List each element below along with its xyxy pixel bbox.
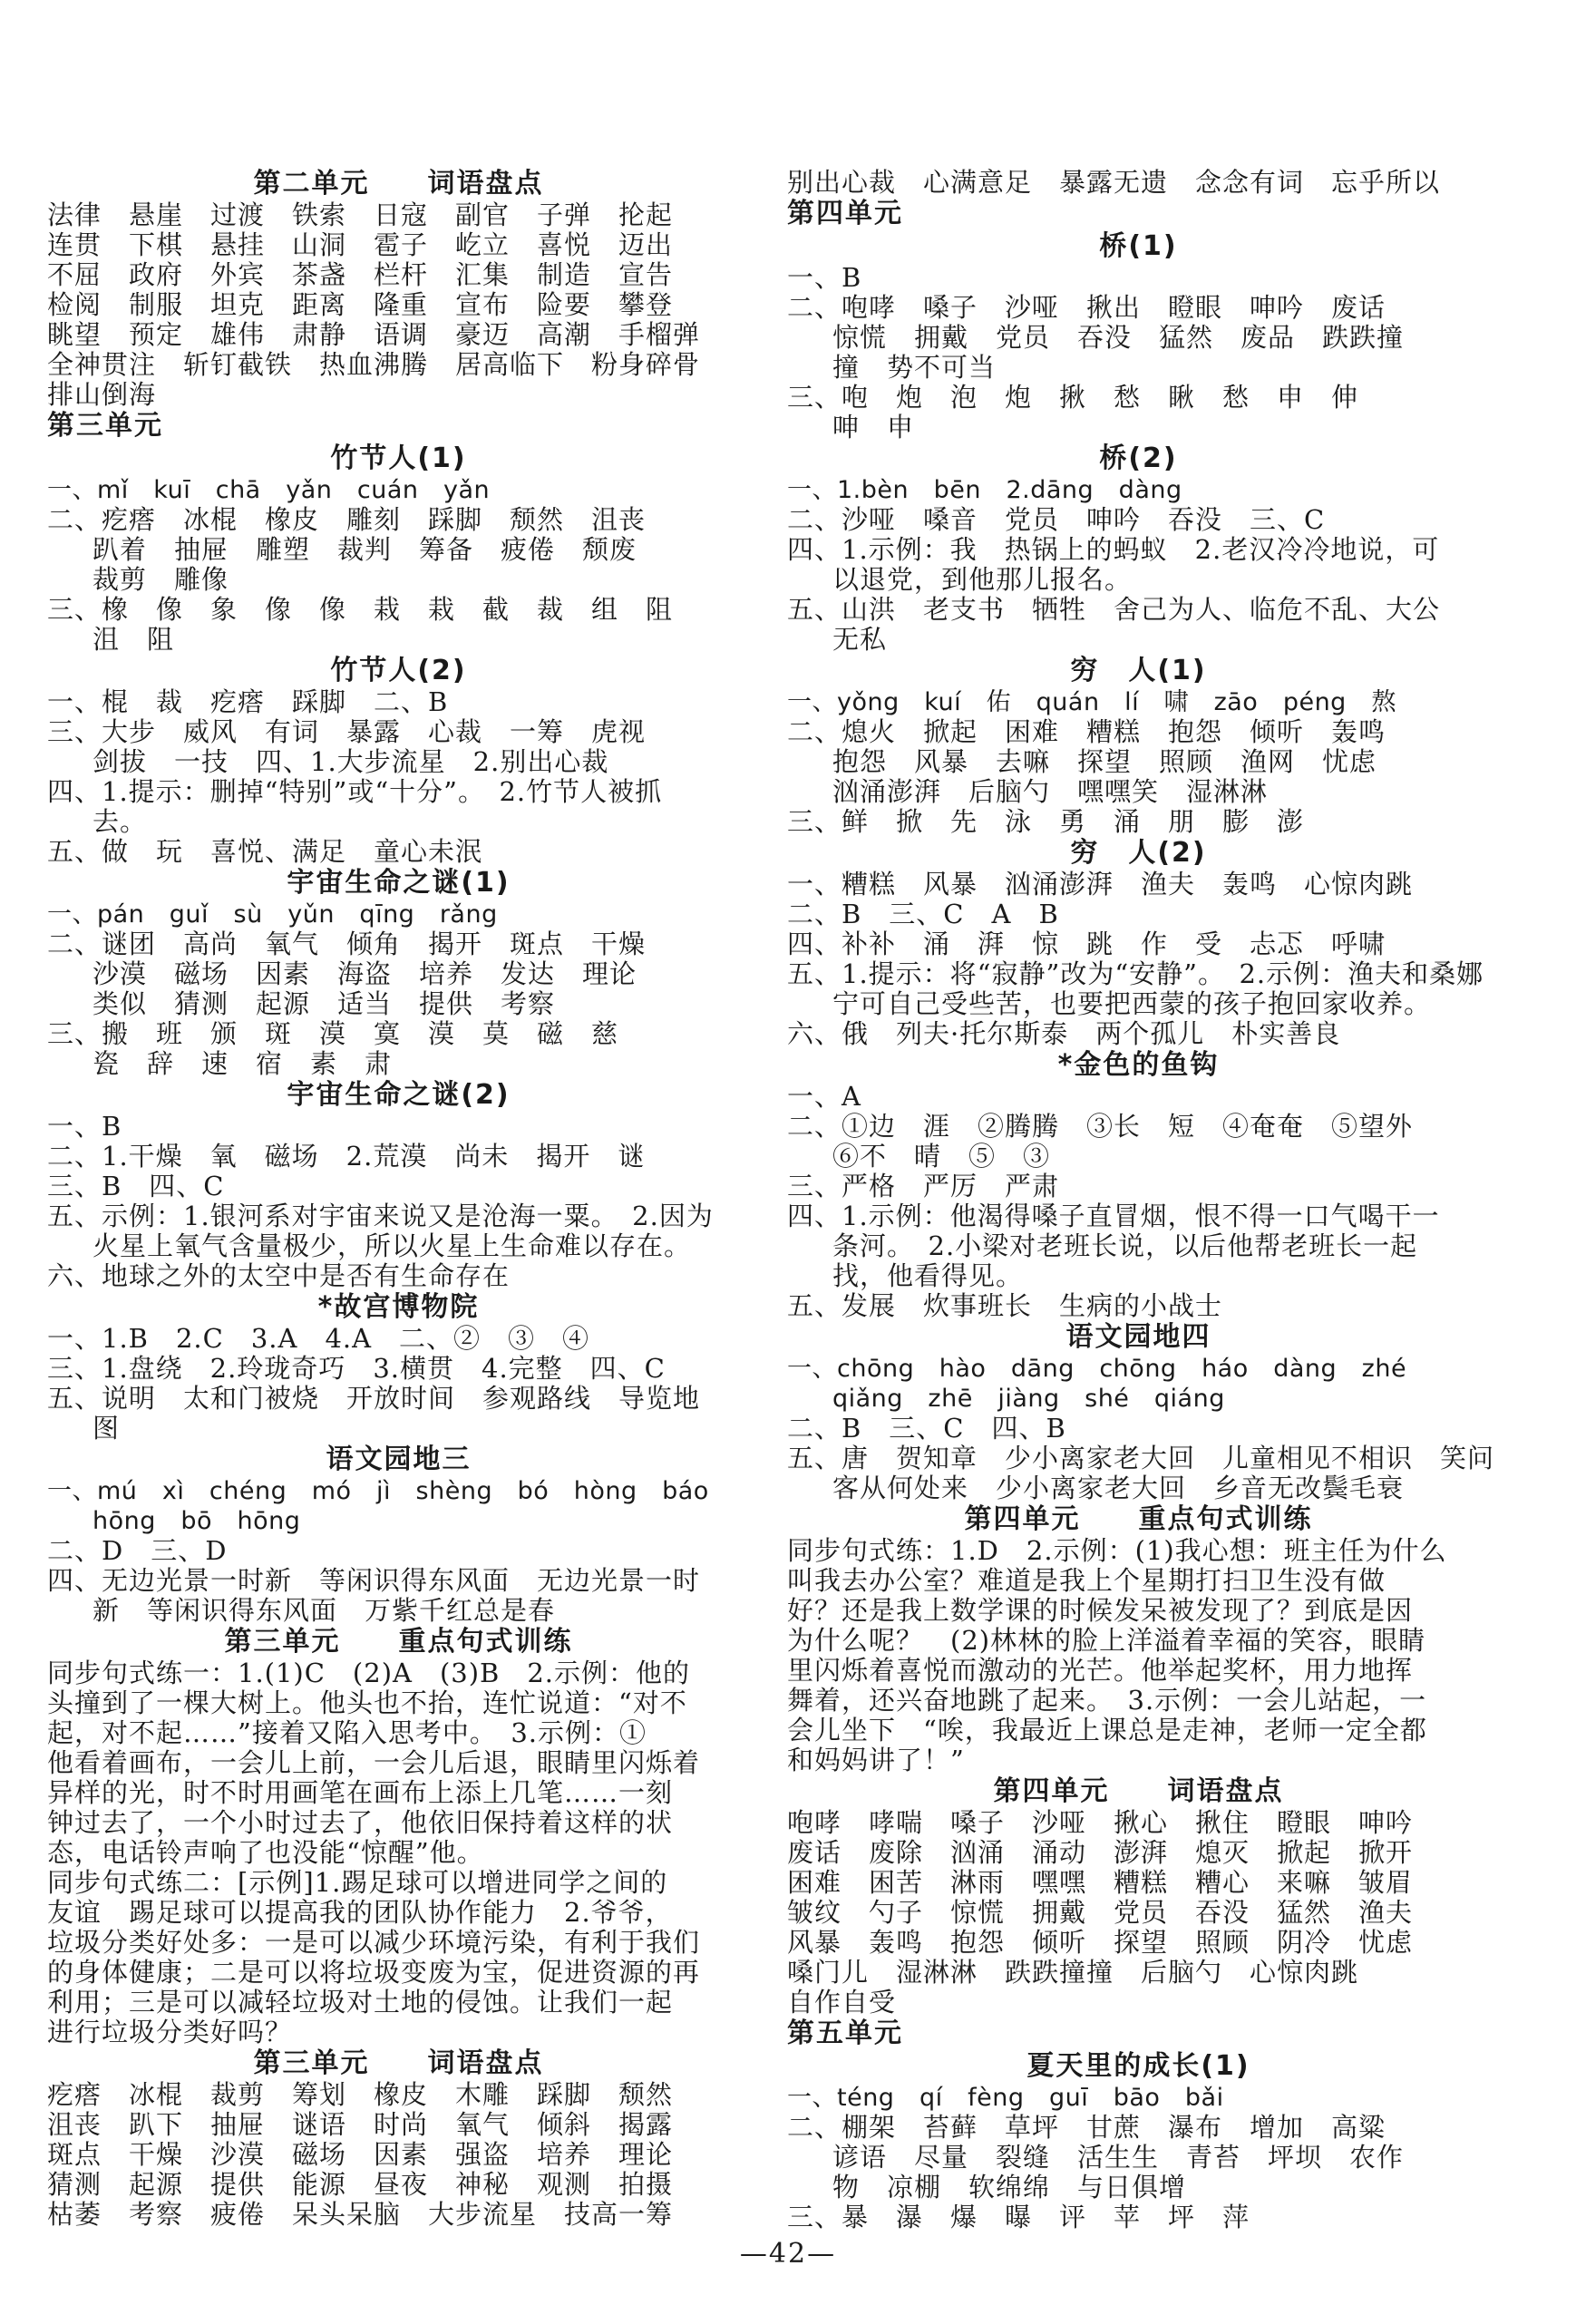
text-line-continuation: 找，他看得见。	[832, 1260, 1024, 1291]
text-line: 排山倒海	[47, 379, 157, 410]
text-line: 为什么呢？ (2)林林的脸上洋溢着幸福的笑容，眼睛	[787, 1625, 1426, 1656]
text-line: 二、B 三、C 四、B	[787, 1413, 1066, 1444]
text-line: 好？还是我上数学课的时候发呆被发现了？到底是因	[787, 1595, 1414, 1626]
text-line: 会儿坐下 “唉，我最近上课总是走神，老师一定全都	[787, 1715, 1427, 1745]
text-line: 和妈妈讲了！”	[787, 1745, 965, 1775]
text-line: 废话 废除 汹涌 涌动 澎湃 熄灭 掀起 掀开	[787, 1837, 1414, 1868]
text-line: 同步句式练：1.D 2.示例：(1)我心想：班主任为什么	[787, 1535, 1447, 1566]
text-line: 的身体健康；二是可以将垃圾变废为宝，促进资源的再	[47, 1957, 701, 1988]
text-line: 三、严格 严厉 严肃	[787, 1171, 1060, 1201]
text-line: 一、1.B 2.C 3.A 4.A 二、② ③ ④	[47, 1323, 590, 1354]
text-line-continuation: 剑拔 一技 四、1.大步流星 2.别出心裁	[92, 746, 609, 777]
text-line-continuation: 物 凉棚 软绵绵 与日俱增	[832, 2172, 1187, 2202]
text-line: 三、橡 像 象 像 像 栽 栽 截 裁 组 阻	[47, 594, 674, 625]
pinyin-line: 一、chōng hào dāng chōng háo dàng zhé	[787, 1355, 1407, 1383]
text-line: 五、说明 太和门被烧 开放时间 参观路线 导览地	[47, 1383, 701, 1414]
text-line: 四、无边光景一时新 等闲识得东风面 无边光景一时	[47, 1565, 701, 1596]
section-heading: 穷 人(1)	[1070, 655, 1207, 686]
section-heading: 第三单元 词语盘点	[253, 2047, 544, 2079]
text-line: 自作自受	[787, 1987, 897, 2018]
pinyin-line: 一、yǒng kuí 佑 quán lí 啸 zāo péng 熬	[787, 688, 1396, 716]
text-line: 头撞到了一棵大树上。他头也不抬，连忙说道：“对不	[47, 1687, 687, 1718]
text-line-continuation: 呻 申	[832, 412, 915, 442]
text-line: 四、补补 涌 湃 惊 跳 作 受 忐忑 呼啸	[787, 929, 1386, 959]
text-line: 二、棚架 苔藓 草坪 甘蔗 瀑布 增加 高粱	[787, 2112, 1386, 2143]
text-line: 五、发展 炊事班长 生病的小战士	[787, 1290, 1223, 1321]
section-heading: 第四单元 词语盘点	[993, 1775, 1284, 1807]
text-line: 五、唐 贺知章 少小离家老大回 儿童相见不相识 笑问	[787, 1443, 1495, 1473]
text-line: 同步句式练二：[示例]1.踢足球可以增进同学之间的	[47, 1867, 668, 1898]
section-heading: 竹节人(2)	[330, 655, 467, 686]
text-line: 三、咆 炮 泡 炮 揪 愁 瞅 愁 申 伸	[787, 382, 1359, 413]
page-number: —42—	[739, 2238, 837, 2270]
pinyin-line: 一、mǐ kuī chā yǎn cuán yǎn	[47, 476, 491, 504]
unit-heading: 第五单元	[787, 2018, 903, 2049]
text-line: 别出心裁 心满意足 暴露无遗 念念有词 忘乎所以	[787, 167, 1441, 198]
text-line: 三、鲜 掀 先 泳 勇 涌 朋 膨 澎	[787, 806, 1305, 837]
text-line-continuation: 抱怨 风暴 去嘛 探望 照顾 渔网 忧虑	[832, 746, 1377, 777]
text-line-continuation: 以退党，到他那儿报名。	[832, 564, 1133, 595]
text-line-continuation: 类似 猜测 起源 适当 提供 考察	[92, 988, 556, 1019]
text-line-continuation: 谚语 尽量 裂缝 活生生 青苔 坪坝 农作	[832, 2142, 1405, 2173]
text-line: 五、1.提示：将“寂静”改为“安静”。 2.示例：渔夫和桑娜	[787, 958, 1484, 989]
text-line: 二、1.干燥 氧 磁场 2.荒漠 尚未 揭开 谜	[47, 1141, 646, 1172]
text-line-continuation: 撞 势不可当	[832, 352, 997, 383]
text-line: 异样的光，时不时用画笔在画布上添上几笔……一刻	[47, 1777, 674, 1808]
section-heading: 穷 人(2)	[1070, 837, 1207, 869]
text-line: 风暴 轰鸣 抱怨 倾听 探望 照顾 阴冷 忧虑	[787, 1927, 1414, 1958]
text-line: 二、沙哑 嗓音 党员 呻吟 吞没 三、C	[787, 504, 1326, 535]
text-line: 二、B 三、C A B	[787, 899, 1059, 929]
right-column	[787, 167, 1495, 2232]
pinyin-line-continuation: qiǎng zhē jiàng shé qiáng	[832, 1385, 1225, 1413]
section-heading: 宇宙生命之谜(1)	[287, 867, 511, 899]
section-heading: 竹节人(1)	[330, 442, 467, 474]
text-line: 枯萎 考察 疲倦 呆头呆脑 大步流星 技高一筹	[47, 2199, 674, 2230]
text-line: 一、糟糕 风暴 汹涌澎湃 渔夫 轰鸣 心惊肉跳	[787, 869, 1414, 899]
text-line: 全神贯注 斩钉截铁 热血沸腾 居高临下 粉身碎骨	[47, 349, 701, 380]
text-line-continuation: 惊慌 拥戴 党员 吞没 猛然 废品 跌跌撞	[832, 322, 1405, 353]
text-line: 他看着画布，一会儿上前，一会儿后退，眼睛里闪烁着	[47, 1747, 701, 1778]
text-line-continuation: 宁可自己受些苦，也要把西蒙的孩子抱回家收养。	[832, 988, 1432, 1019]
text-line: 三、大步 威风 有词 暴露 心裁 一筹 虎视	[47, 716, 647, 747]
section-heading: 夏天里的成长(1)	[1026, 2050, 1250, 2082]
section-heading: 桥(2)	[1099, 442, 1178, 474]
text-line-continuation: 无私	[832, 624, 888, 655]
text-line: 咆哮 哮喘 嗓子 沙哑 揪心 揪住 瞪眼 呻吟	[787, 1807, 1414, 1838]
text-line: 里闪烁着喜悦而激动的光芒。他举起奖杯，用力地挥	[787, 1655, 1414, 1686]
pinyin-line-continuation: hōng bō hōng	[92, 1507, 301, 1535]
text-line: 四、1.提示：删掉“特别”或“十分”。 2.竹节人被抓	[47, 776, 663, 807]
section-heading: *金色的鱼钩	[1057, 1049, 1220, 1081]
text-line: 三、搬 班 颁 斑 漠 寞 漠 莫 磁 慈	[47, 1018, 619, 1049]
text-line-continuation: 图	[92, 1413, 121, 1444]
pinyin-line: 一、pán guǐ sù yǔn qīng rǎng	[47, 900, 498, 929]
text-line: 六、地球之外的太空中是否有生命存在	[47, 1260, 511, 1291]
text-line: 四、1.示例：他渴得嗓子直冒烟，恨不得一口气喝干一	[787, 1201, 1440, 1231]
text-line-continuation: 去。	[92, 806, 148, 837]
text-line: 沮丧 趴下 抽屉 谜语 时尚 氧气 倾斜 揭露	[47, 2109, 674, 2140]
text-line: 三、暴 瀑 爆 曝 评 苹 坪 萍	[787, 2202, 1250, 2232]
text-line-continuation: 汹涌澎湃 后脑勺 嘿嘿笑 湿淋淋	[832, 776, 1269, 807]
text-line: 一、棍 裁 疙瘩 踩脚 二、B	[47, 686, 449, 717]
text-line: 进行垃圾分类好吗？	[47, 2017, 293, 2047]
text-line: 四、1.示例：我 热锅上的蚂蚁 2.老汉冷冷地说，可	[787, 534, 1440, 565]
text-line: 同步句式练一：1.(1)C (2)A (3)B 2.示例：他的	[47, 1658, 691, 1688]
text-line: 舞着，还兴奋地跳了起来。 3.示例：一会儿站起，一	[787, 1685, 1427, 1716]
text-line: 三、1.盘绕 2.玲珑奇巧 3.横贯 4.完整 四、C	[47, 1353, 666, 1384]
unit-heading: 第四单元	[787, 198, 903, 229]
pinyin-line: 一、1.bèn bēn 2.dāng dàng	[787, 476, 1182, 504]
text-line: 起，对不起……”接着又陷入思考中。 3.示例：①	[47, 1717, 647, 1748]
text-line-continuation: 火星上氧气含量极少，所以火星上生命难以存在。	[92, 1230, 692, 1261]
text-line: 眺望 预定 雄伟 肃静 语调 豪迈 高潮 手榴弹	[47, 319, 701, 350]
text-line: 垃圾分类好处多：一是可以减少环境污染，有利于我们	[47, 1927, 701, 1958]
section-heading: 宇宙生命之谜(2)	[287, 1079, 511, 1111]
text-line: 二、①边 涯 ②腾腾 ③长 短 ④奄奄 ⑤望外	[787, 1111, 1414, 1142]
text-line: 困难 困苦 淋雨 嘿嘿 糟糕 糟心 来嘛 皱眉	[787, 1867, 1414, 1898]
text-line: 态，电话铃声响了也没能“惊醒”他。	[47, 1837, 484, 1868]
text-line: 二、熄火 掀起 困难 糟糕 抱怨 倾听 轰鸣	[787, 716, 1386, 747]
unit-heading: 第三单元	[47, 410, 163, 442]
text-line: 一、B	[47, 1111, 122, 1142]
text-line: 五、做 玩 喜悦、满足 童心未泯	[47, 836, 483, 867]
text-line: 友谊 踢足球可以提高我的团队协作能力 2.爷爷，	[47, 1897, 673, 1928]
text-line: 疙瘩 冰棍 裁剪 筹划 橡皮 木雕 踩脚 颓然	[47, 2079, 674, 2110]
section-heading: 第二单元 词语盘点	[253, 168, 544, 199]
text-line: 五、示例：1.银河系对宇宙来说又是沧海一粟。 2.因为	[47, 1201, 714, 1231]
text-line-continuation: 条河。 2.小梁对老班长说，以后他帮老班长一起	[832, 1230, 1418, 1261]
text-line: 不屈 政府 外宾 茶盏 栏杆 汇集 制造 宣告	[47, 259, 674, 290]
text-line: 利用；三是可以减轻垃圾对土地的侵蚀。让我们一起	[47, 1987, 674, 2018]
text-line: 叫我去办公室？难道是我上个星期打扫卫生没有做	[787, 1565, 1386, 1596]
text-line-continuation: 客从何处来 少小离家老大回 乡音无改鬓毛衰	[832, 1473, 1405, 1503]
text-line-continuation: 裁剪 雕像	[92, 564, 229, 595]
text-line: 二、咆哮 嗓子 沙哑 揪出 瞪眼 呻吟 废话	[787, 292, 1386, 323]
text-line: 检阅 制服 坦克 距离 隆重 宣布 险要 攀登	[47, 289, 674, 320]
text-line: 三、B 四、C	[47, 1171, 225, 1201]
text-line: 斑点 干燥 沙漠 磁场 因素 强盗 培养 理论	[47, 2139, 674, 2170]
text-line-continuation: ⑥不 晴 ⑤ ③	[832, 1141, 1051, 1172]
left-column	[47, 168, 750, 2230]
text-line-continuation: 新 等闲识得东风面 万紫千红总是春	[92, 1595, 556, 1626]
text-line: 六、俄 列夫·托尔斯泰 两个孤儿 朴实善良	[787, 1018, 1341, 1049]
section-heading: 第四单元 重点句式训练	[964, 1503, 1313, 1535]
text-line: 五、山洪 老支书 牺牲 舍己为人、临危不乱、大公	[787, 594, 1441, 625]
section-heading: *故宫博物院	[317, 1291, 480, 1323]
section-heading: 桥(1)	[1099, 230, 1178, 262]
section-heading: 语文园地三	[326, 1444, 472, 1475]
text-line-continuation: 沙漠 磁场 因素 海盗 培养 发达 理论	[92, 958, 637, 989]
text-line: 猜测 起源 提供 能源 昼夜 神秘 观测 拍摄	[47, 2169, 674, 2200]
section-heading: 第三单元 重点句式训练	[224, 1626, 573, 1658]
text-line: 二、D 三、D	[47, 1535, 228, 1566]
text-line: 法律 悬崖 过渡 铁索 日寇 副官 子弹 抡起	[47, 199, 674, 230]
pinyin-line: 一、mú xì chéng mó jì shèng bó hòng báo	[47, 1477, 709, 1505]
pinyin-line: 一、téng qí fèng guī bāo bǎi	[787, 2084, 1224, 2112]
text-line: 连贯 下棋 悬挂 山洞 雹子 屹立 喜悦 迈出	[47, 229, 674, 260]
text-line-continuation: 趴着 抽屉 雕塑 裁判 筹备 疲倦 颓废	[92, 534, 637, 565]
text-line-continuation: 沮 阻	[92, 624, 175, 655]
text-line: 一、B	[787, 262, 862, 293]
text-line: 二、谜团 高尚 氧气 倾角 揭开 斑点 干燥	[47, 929, 647, 959]
text-line: 钟过去了，一个小时过去了，他依旧保持着这样的状	[47, 1807, 674, 1838]
section-heading: 语文园地四	[1065, 1321, 1211, 1353]
text-line-continuation: 瓷 辞 速 宿 素 肃	[92, 1048, 393, 1079]
text-line: 二、疙瘩 冰棍 橡皮 雕刻 踩脚 颓然 沮丧	[47, 504, 647, 535]
text-line: 一、A	[787, 1081, 861, 1112]
text-line: 嗓门儿 湿淋淋 跌跌撞撞 后脑勺 心惊肉跳	[787, 1957, 1359, 1988]
text-line: 皱纹 勺子 惊慌 拥戴 党员 吞没 猛然 渔夫	[787, 1897, 1414, 1928]
